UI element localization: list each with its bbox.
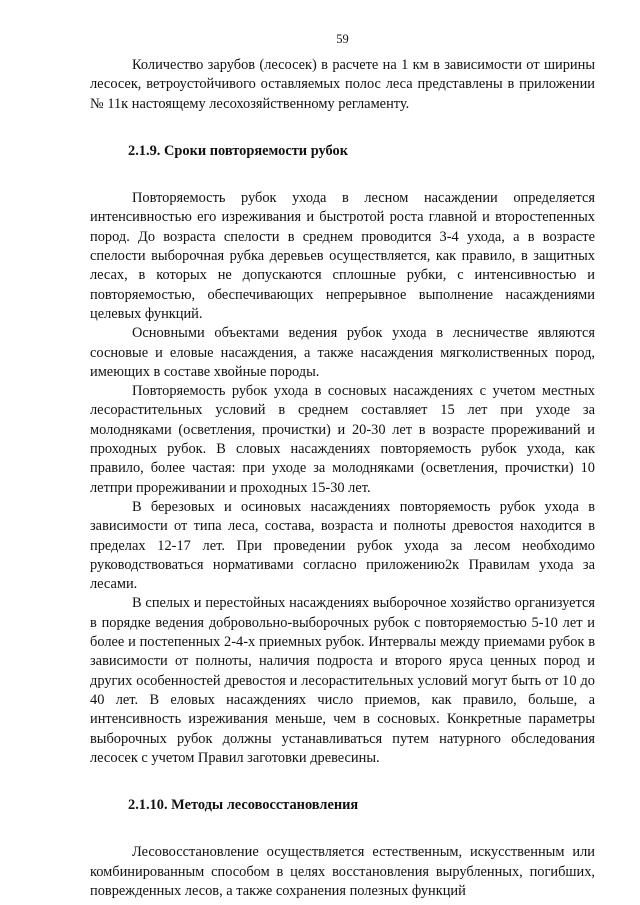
paragraph-main-objects: Основными объектами ведения рубок ухода в лесничестве являются сосновые и еловые насаждения, а также насаждения мягколиственных пород, имеющих в составе хвойные породы. (90, 325, 595, 380)
spacer (90, 768, 595, 796)
page-number: 59 (336, 32, 349, 46)
paragraph-intro: Количество зарубов (лесосек) в расчете на 1 км в зависимости от ширины лесосек, ветроустойчивого оставляемых полос леса представлены в приложении № 11к настоящему лесохозяйственному регламенту. (90, 57, 595, 112)
paragraph-birch-aspen: В березовых и осиновых насаждениях повторяемость рубок ухода в зависимости от типа леса, состава, возраста и полноты древостоя находится в пределах 12-17 лет. При проведении рубок ухода за лесом необходимо руководствоваться нормативами согласно приложению2к Правилам ухода за лесами. (90, 498, 595, 593)
spacer (90, 815, 595, 843)
paragraph-reforestation: Лесовосстановление осуществляется естественным, искусственным или комбинированным способом в целях восстановления вырубленных, погибших, поврежденных лесов, а также сохранения полезных функций (90, 844, 595, 899)
paragraph-mature-stands: В спелых и перестойных насаждениях выборочное хозяйство организуется в порядке ведения добровольно-выборочных рубок с повторяемостью 5-10 лет и более и постепенных 2-4-х приемных рубок. Интервалы между приемами рубок в зависимости от полноты, наличия подроста и второго яруса ценных пород и других особенностей древостоя и лесорастительных условий могут быть от 10 до 40 лет. В еловых насаждениях число приемов, как правило, больше, а интенсивность изреживания меньше, чем в сосновых. Конкретные параметры выборочных рубок должны устанавливаться путем натурного обследования лесосек с учетом Правил заготовки древесины. (90, 595, 595, 766)
section-heading-2-1-10: 2.1.10. Методы лесовосстановления (128, 797, 359, 814)
spacer (90, 161, 595, 189)
paragraph-pine-stands: Повторяемость рубок ухода в сосновых насаждениях с учетом местных лесорастительных условий в среднем составляет 15 лет при уходе за молодняками (осветления, прочистки) и 20-30 лет в возрасте прореживаний и проходных рубок. В словых насаждениях повторяемость рубок ухода, как правило, более частая: при уходе за молодняками (осветления, прочистки) 10 летпри прореживании и проходных 15-30 лет. (90, 383, 595, 496)
paragraph-repeatability: Повторяемость рубок ухода в лесном насаждении определяется интенсивностью его изреживания и быстротой роста главной и второстепенных пород. До возраста спелости в среднем проводится 3-4 ухода, а в возрасте спелости выборочная рубка деревьев осуществляется, как правило, в защитных лесах, в которых не допускаются сплошные рубки, с интенсивностью и повторяемостью, обеспечивающих непрерывное выполнение насаждениями целевых функций. (90, 190, 595, 322)
document-page (90, 30, 595, 901)
section-heading-2-1-9: 2.1.9. Сроки повторяемости рубок (128, 142, 349, 159)
spacer (90, 114, 595, 142)
